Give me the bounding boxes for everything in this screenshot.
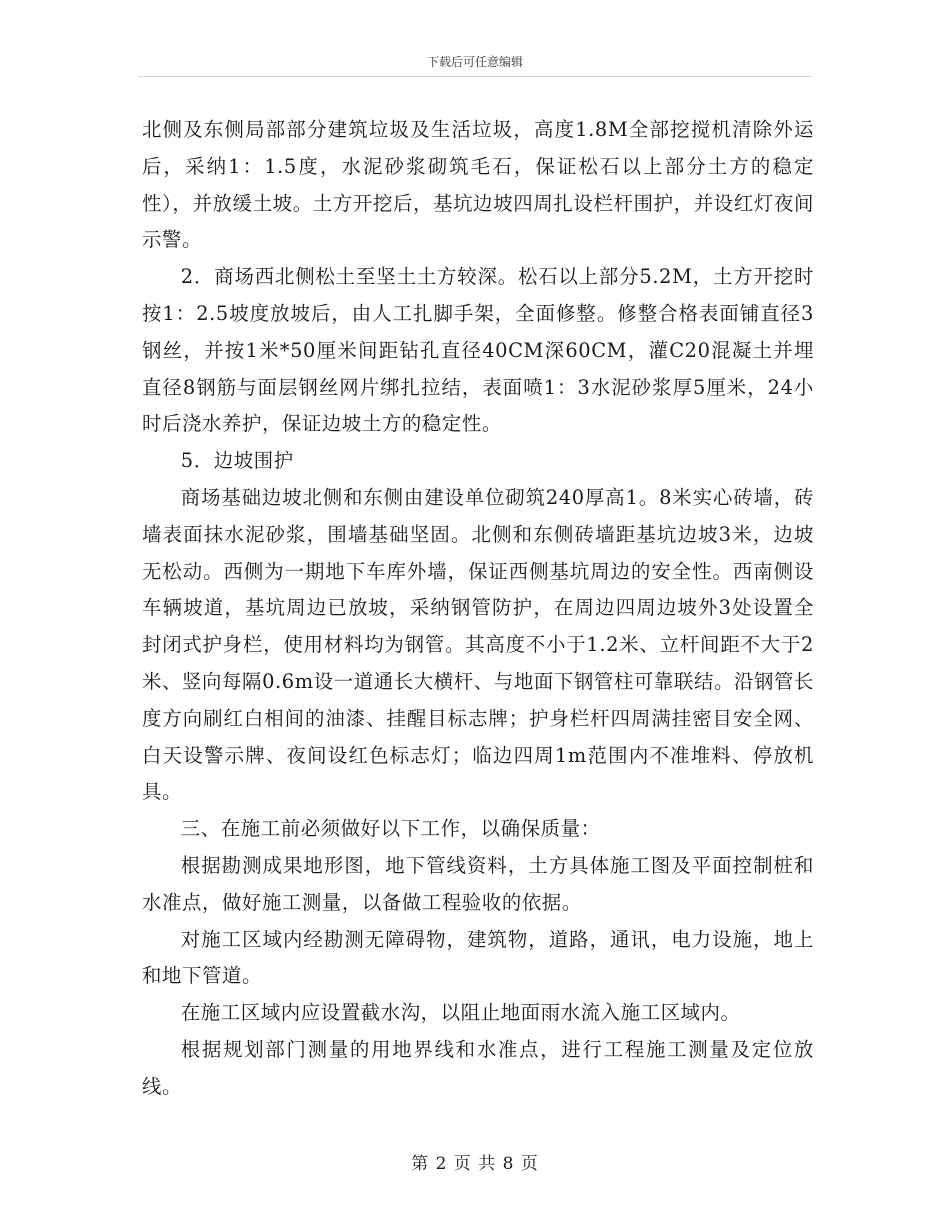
section-heading-slope-protection: 5．边坡围护 <box>180 449 294 473</box>
paragraph-8: 在施工区域内应设置截水沟，以阻止地面雨水流入施工区域内。 <box>180 1001 741 1025</box>
header-divider <box>138 76 812 77</box>
document-body <box>142 112 814 1106</box>
paragraph-2: 2．商场西北侧松土至坚土土方较深。松石以上部分5.2M，土方开挖时按1：2.5坡度放坡后，由人工扎脚手架，全面修整。修整合格表面铺直径3钢丝，并按1米*50厘米间距钻孔直径40CM深60CM，灌C20混凝土并埋直径8钢筋与面层钢丝网片绑扎拉结，表面喷1：3水泥砂浆厚5厘米，24小时后浇水养护，保证边坡土方的稳定性。 <box>142 265 814 436</box>
paragraph-1: 北侧及东侧局部部分建筑垃圾及生活垃圾，高度1.8M全部挖搅机清除外运后，采纳1：1.5度，水泥砂浆砌筑毛石，保证松石以上部分土方的稳定性），并放缓土坡。土方开挖后，基坑边坡四周扎设栏杆围护，并设红灯夜间示警。 <box>142 118 814 252</box>
paragraph-4: 商场基础边坡北侧和东侧由建设单位砌筑240厚高1。8米实心砖墙，砖墙表面抹水泥砂浆，围墙基础坚固。北侧和东侧砖墙距基坑边坡3米，边坡无松动。西侧为一期地下车库外墙，保证西侧基坑周边的安全性。西南侧设车辆坡道，基坑周边已放坡，采纳钢管防护，在周边四周边坡外3处设置全封闭式护身栏，使用材料均为钢管。其高度不小于1.2米、立杆间距不大于2米、竖向每隔0.6m设一道通长大横杆、与地面下钢管柱可靠联结。沿钢管长度方向刷红白相间的油漆、挂醒目标志牌；护身栏杆四周满挂密目安全网、白天设警示牌、夜间设红色标志灯；临边四周1m范围内不准堆料、停放机具。 <box>142 485 814 804</box>
page-header: 下载后可任意编辑 <box>426 55 523 69</box>
page-number: 第 2 页 共 8 页 <box>411 1154 539 1174</box>
section-heading-preparation: 三、在施工前必须做好以下工作，以确保质量： <box>180 817 601 841</box>
paragraph-7: 对施工区域内经勘测无障碍物，建筑物，道路，通讯，电力设施，地上和地下管道。 <box>142 927 814 988</box>
paragraph-6: 根据勘测成果地形图，地下管线资料，土方具体施工图及平面控制桩和水准点，做好施工测量，以备做工程验收的依据。 <box>142 853 814 914</box>
paragraph-9: 根据规划部门测量的用地界线和水准点，进行工程施工测量及定位放线。 <box>142 1037 814 1098</box>
